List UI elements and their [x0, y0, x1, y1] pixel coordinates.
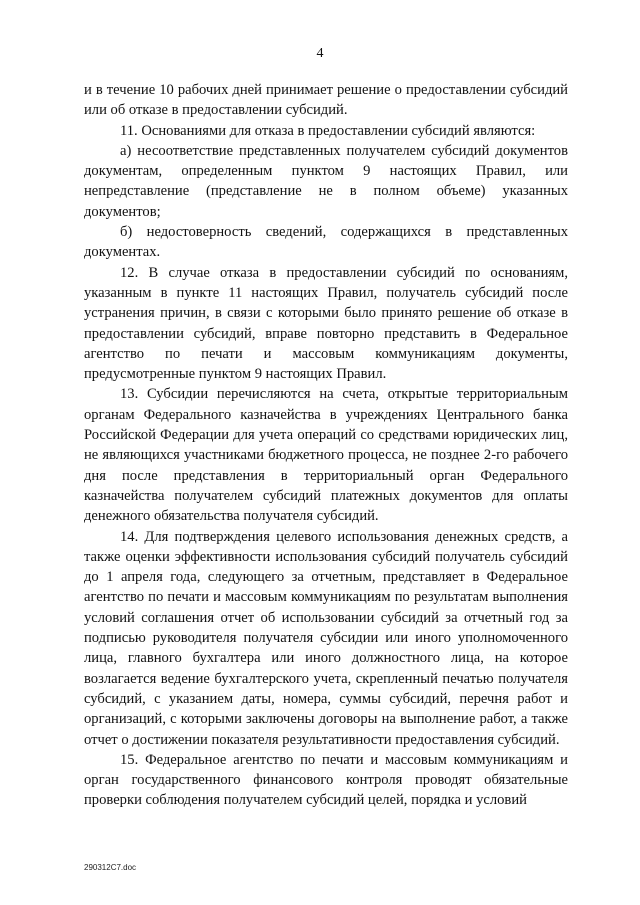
paragraph-11-refusal-grounds: 11. Основаниями для отказа в предоставлении субсидий являются: [120, 122, 536, 139]
paragraph-13-transfer-accounts: 13. Субсидии перечисляются на счета, открытые территориальным органам Федерального казначейства в учреждениях Центрального банка Российской Федерации для учета операций со средствами юридических лиц, не являющихся участниками бюджетного процесса, не позднее 2-го рабочего дня после представления в территориальный орган Федерального казначейства получателем субсидий платежных документов для оплаты денежного обязательства получателя субсидий. [84, 386, 568, 525]
paragraph-12-resubmission: 12. В случае отказа в предоставлении субсидий по основаниям, указанным в пункте 11 настоящих Правил, получатель субсидий после устранения причин, в связи с которыми было принято решение об отказе в предоставлении субсидий, вправе повторно представить в Федеральное агентство по печати и массовым коммуникациям документы, предусмотренные пунктом 9 настоящих Правил. [84, 264, 568, 383]
page-number: 4 [316, 46, 324, 61]
paragraph-11a-document-mismatch: а) несоответствие представленных получателем субсидий документов документам, определенным пунктом 9 настоящих Правил, или непредставление (представление не в полном объеме) указанных документов; [84, 142, 568, 220]
paragraph-11b-unreliable-info: б) недостоверность сведений, содержащихся в представленных документах. [84, 224, 568, 261]
paragraph-15-audit: 15. Федеральное агентство по печати и массовым коммуникациям и орган государственного финансового контроля проводят обязательные проверки соблюдения получателем субсидий целей, порядка и условий [84, 751, 568, 809]
document-body [84, 80, 568, 811]
paragraph-decision-continuation: и в течение 10 рабочих дней принимает решение о предоставлении субсидий или об отказе в предоставлении субсидий. [84, 82, 568, 119]
footer-document-code: 290312C7.doc [84, 863, 137, 872]
paragraph-14-usage-report: 14. Для подтверждения целевого использования денежных средств, а также оценки эффективности использования субсидий получатель субсидий до 1 апреля года, следующего за отчетным, представляет в Федеральное агентство по печати и массовым коммуникациям по результатам выполнения условий соглашения отчет об использовании субсидий за отчетный год за подписью руководителя получателя субсидии или иного уполномоченного лица, главного бухгалтера или иного должностного лица, на которое возлагается ведение бухгалтерского учета, скрепленный печатью получателя субсидий, с указанием даты, номера, суммы субсидий, перечня работ и организаций, с которыми заключены договоры на выполнение работ, а также отчет о достижении показателя результативности предоставления субсидий. [84, 528, 568, 748]
